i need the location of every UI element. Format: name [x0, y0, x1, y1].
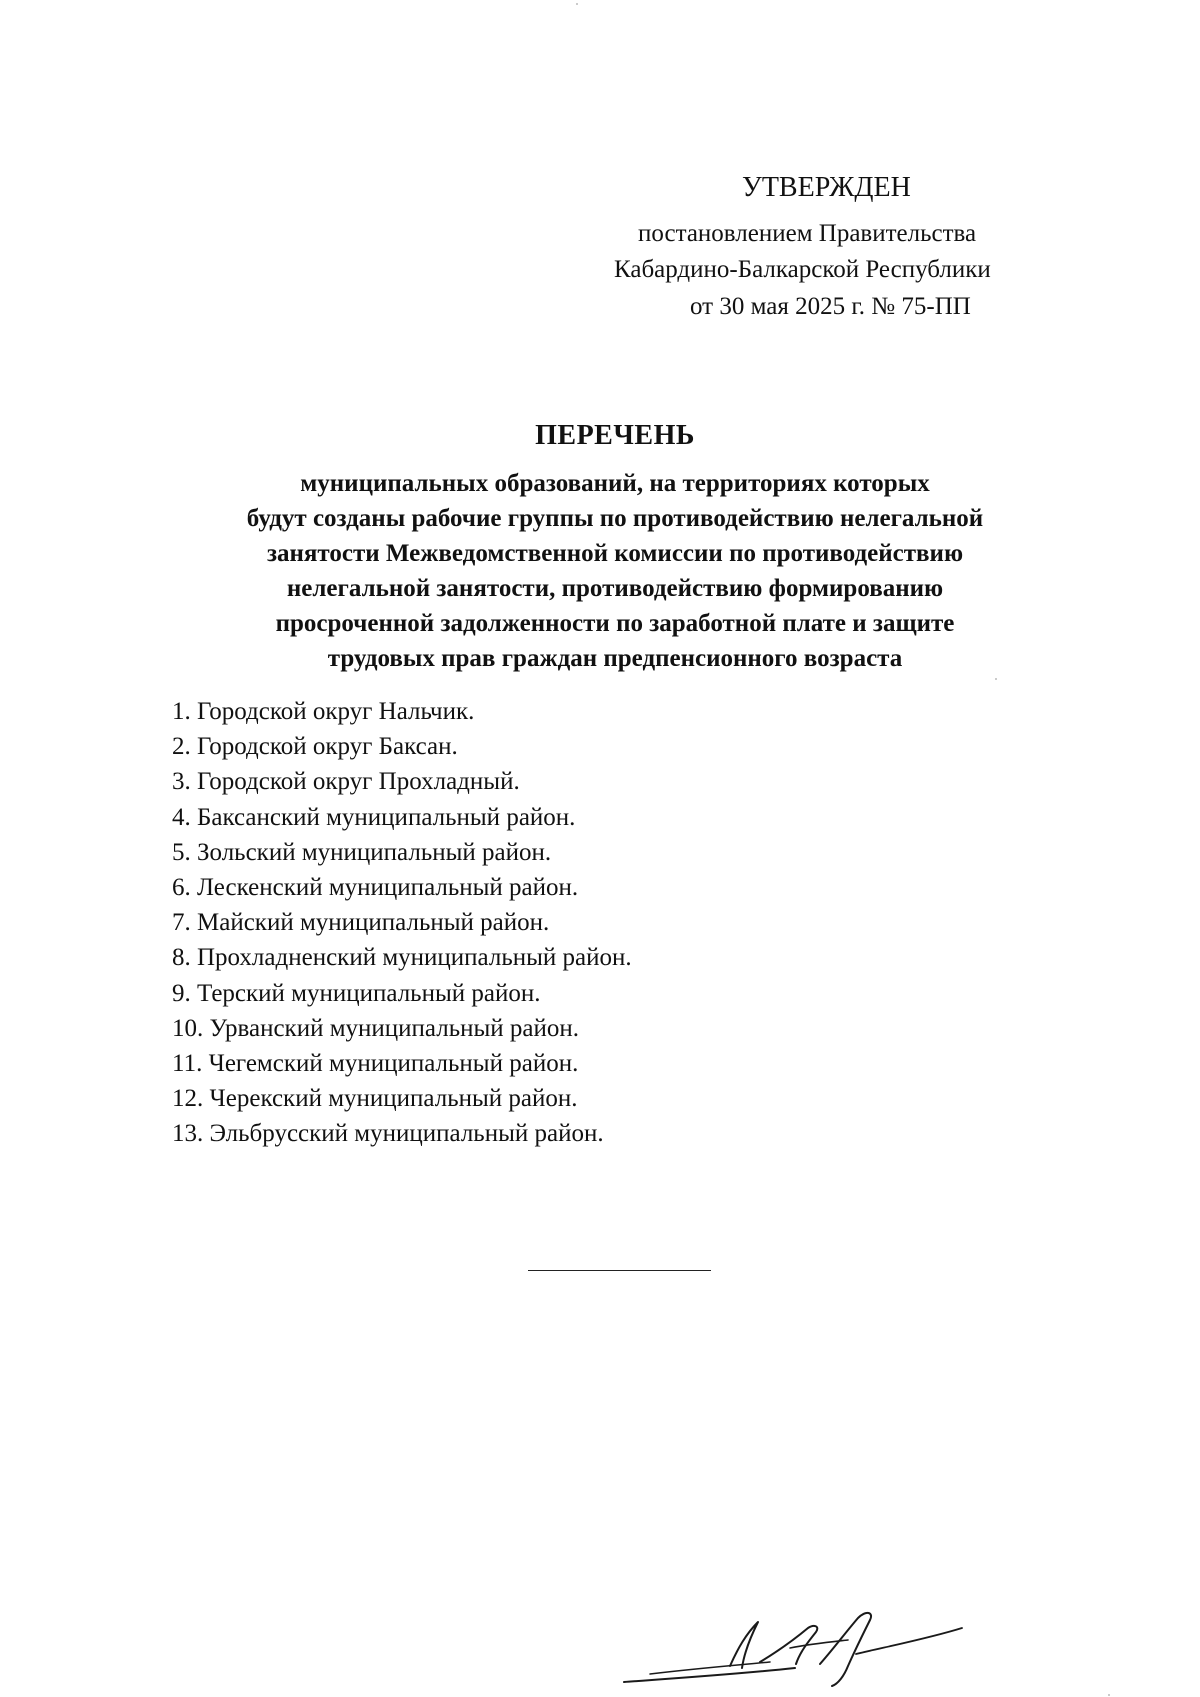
list-item: 13. Эльбрусский муниципальный район.	[172, 1120, 604, 1148]
list-item: 2. Городской округ Баксан.	[172, 733, 458, 761]
list-item: 3. Городской округ Прохладный.	[172, 768, 520, 796]
approval-line-date-number: от 30 мая 2025 г. № 75-ПП	[690, 293, 971, 320]
approval-line-government: Кабардино-Балкарской Республики	[614, 256, 991, 283]
list-item: 5. Зольский муниципальный район.	[172, 838, 552, 866]
list-item: 4. Баксанский муниципальный район.	[172, 803, 576, 831]
approval-heading: УТВЕРЖДЕН	[742, 172, 911, 203]
subtitle-line: трудовых прав граждан предпенсионного возраста	[327, 645, 903, 672]
subtitle-line: занятости Межведомственной комиссии по противодействию	[266, 540, 964, 567]
end-divider	[528, 1270, 711, 1271]
scan-speck	[576, 3, 578, 5]
subtitle-line: просроченной задолженности по заработной плате и защите	[275, 610, 955, 637]
scan-speck	[1108, 1694, 1110, 1696]
signature-image	[620, 1608, 965, 1688]
subtitle-line: будут созданы рабочие группы по противодействию нелегальной	[246, 505, 984, 532]
list-item: 9. Терский муниципальный район.	[172, 979, 541, 1007]
subtitle-line: нелегальной занятости, противодействию формированию	[286, 575, 944, 602]
document-subtitle	[100, 466, 1130, 676]
scan-speck	[995, 678, 997, 680]
list-item: 10. Урванский муниципальный район.	[172, 1014, 580, 1042]
list-item: 1. Городской округ Нальчик.	[172, 698, 475, 725]
list-item: 7. Майский муниципальный район.	[172, 909, 550, 937]
list-item: 6. Лескенский муниципальный район.	[172, 873, 579, 901]
list-item: 12. Черекский муниципальный район.	[172, 1085, 578, 1113]
subtitle-line: муниципальных образований, на территориях которых	[300, 470, 930, 497]
approval-line-decree: постановлением Правительства	[638, 220, 977, 247]
municipalities-list	[172, 694, 632, 1151]
document-title: ПЕРЕЧЕНЬ	[535, 420, 695, 451]
list-item: 11. Чегемский муниципальный район.	[172, 1049, 579, 1077]
list-item: 8. Прохладненский муниципальный район.	[172, 944, 632, 972]
